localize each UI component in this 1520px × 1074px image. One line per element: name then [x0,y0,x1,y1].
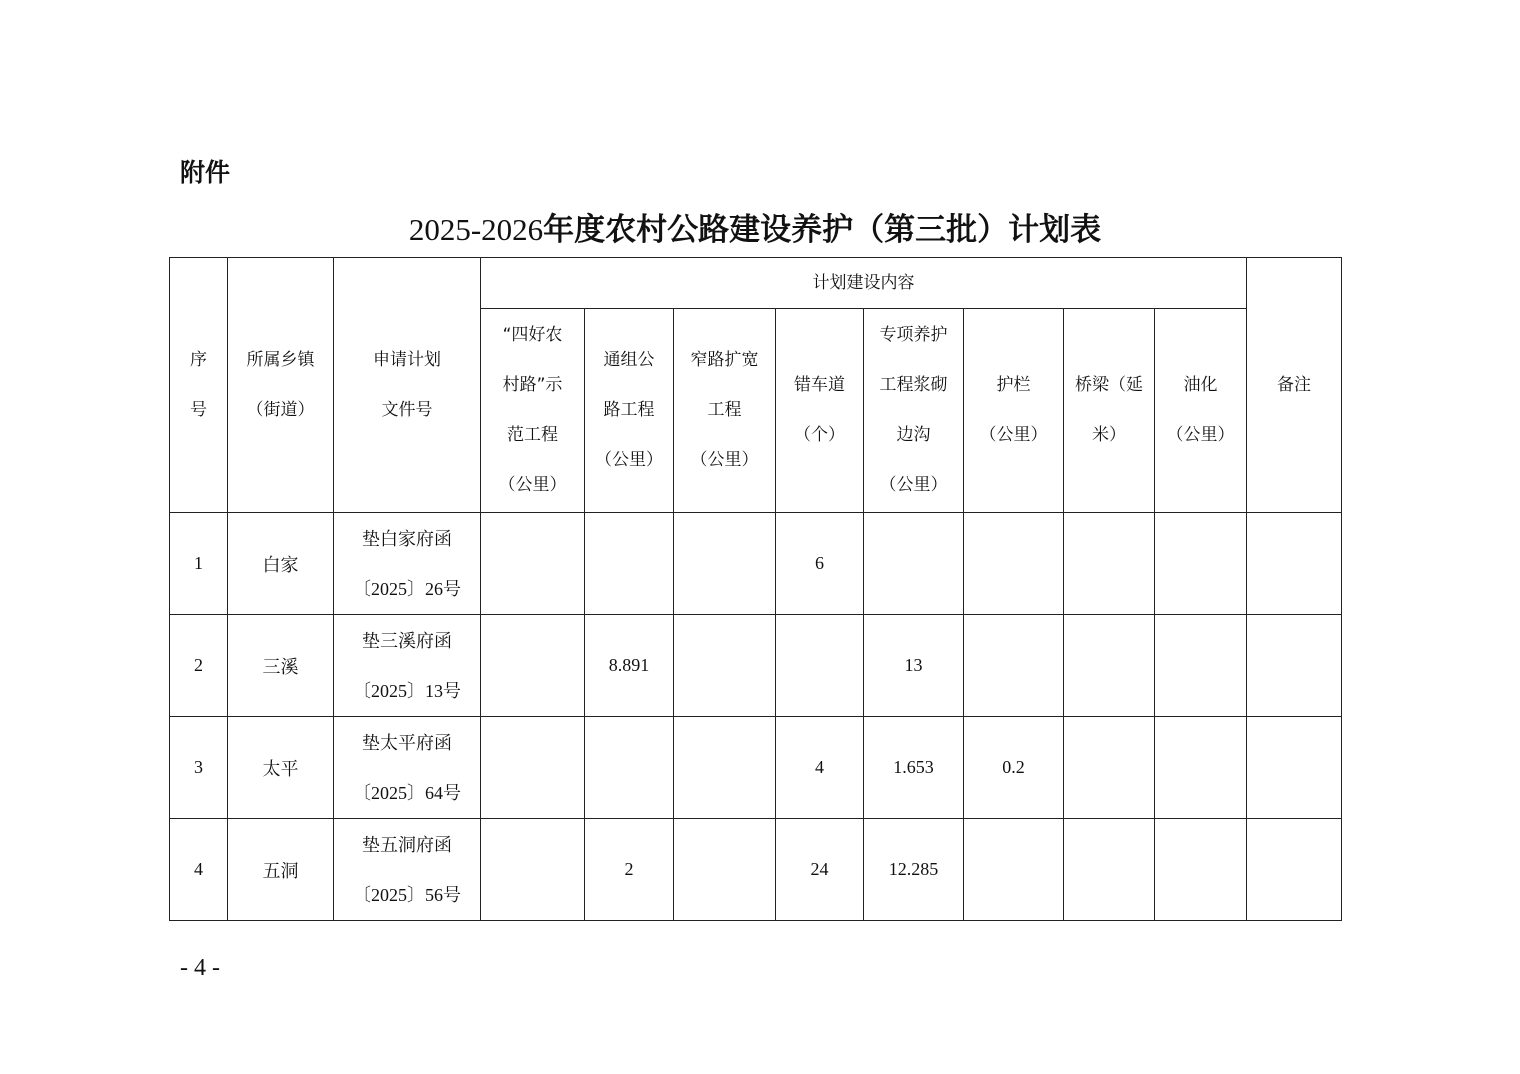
plan-table [169,257,1342,921]
cell-passing [776,615,864,717]
header-group-road: 通组公 路工程 （公里） [585,309,674,513]
cell-town: 太平 [228,717,334,819]
header-doc: 申请计划 文件号 [334,258,481,513]
header-seq: 序 号 [170,258,228,513]
header-bridge: 桥梁（延 米） [1064,309,1155,513]
cell-narrow [674,513,776,615]
cell-ditch [864,513,964,615]
header-group-plan-content: 计划建设内容 [481,258,1247,309]
cell-narrow [674,717,776,819]
title-year: 2025-2026 [408,212,544,247]
cell-doc: 垫五洞府函 〔2025〕56号 [334,819,481,921]
cell-narrow [674,615,776,717]
header-oil: 油化 （公里） [1155,309,1247,513]
cell-narrow [674,819,776,921]
cell-group-road [585,717,674,819]
header-guardrail: 护栏 （公里） [964,309,1064,513]
table-row [170,717,1342,819]
cell-oil [1155,819,1247,921]
header-narrow-road: 窄路扩宽 工程 （公里） [674,309,776,513]
cell-ditch: 13 [864,615,964,717]
cell-guardrail: 0.2 [964,717,1064,819]
cell-demo [481,819,585,921]
cell-guardrail [964,615,1064,717]
title-text: 年度农村公路建设养护（第三批）计划表 [543,212,1102,248]
cell-remark [1247,717,1342,819]
cell-group-road: 8.891 [585,615,674,717]
cell-demo [481,513,585,615]
cell-bridge [1064,615,1155,717]
table-row [170,819,1342,921]
cell-oil [1155,513,1247,615]
cell-bridge [1064,513,1155,615]
cell-remark [1247,513,1342,615]
cell-passing: 24 [776,819,864,921]
cell-seq: 2 [170,615,228,717]
cell-group-road: 2 [585,819,674,921]
cell-doc: 垫太平府函 〔2025〕64号 [334,717,481,819]
cell-bridge [1064,819,1155,921]
cell-demo [481,615,585,717]
attachment-label: 附件 [180,158,231,187]
cell-remark [1247,819,1342,921]
cell-guardrail [964,819,1064,921]
header-ditch: 专项养护 工程浆砌 边沟 （公里） [864,309,964,513]
cell-seq: 1 [170,513,228,615]
cell-seq: 3 [170,717,228,819]
header-town: 所属乡镇 （街道） [228,258,334,513]
cell-town: 白家 [228,513,334,615]
cell-remark [1247,615,1342,717]
cell-demo [481,717,585,819]
cell-passing: 6 [776,513,864,615]
cell-seq: 4 [170,819,228,921]
header-passing-bay: 错车道 （个） [776,309,864,513]
header-remark: 备注 [1247,258,1342,513]
cell-town: 三溪 [228,615,334,717]
cell-ditch: 12.285 [864,819,964,921]
cell-town: 五洞 [228,819,334,921]
cell-oil [1155,717,1247,819]
cell-guardrail [964,513,1064,615]
cell-group-road [585,513,674,615]
document-title [0,204,1510,249]
cell-bridge [1064,717,1155,819]
table-row [170,513,1342,615]
page-number: - 4 - [180,955,220,981]
cell-oil [1155,615,1247,717]
header-demo-project: “四好农 村路”示 范工程 （公里） [481,309,585,513]
cell-doc: 垫白家府函 〔2025〕26号 [334,513,481,615]
cell-doc: 垫三溪府函 〔2025〕13号 [334,615,481,717]
cell-passing: 4 [776,717,864,819]
table-row [170,615,1342,717]
cell-ditch: 1.653 [864,717,964,819]
